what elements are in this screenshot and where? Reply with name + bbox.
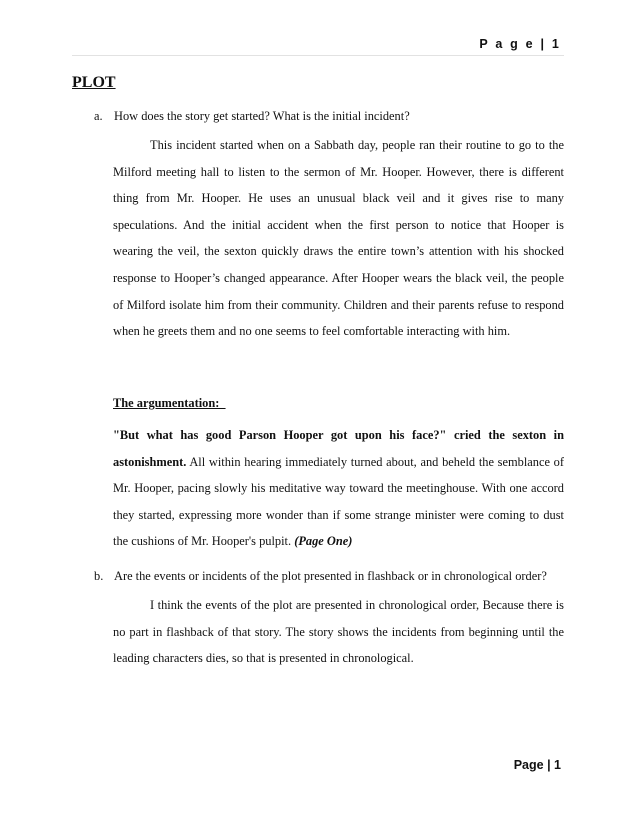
question-a-text: How does the story get started? What is the initial incident? <box>114 109 410 123</box>
question-a-marker: a. <box>94 109 103 123</box>
quote-citation: (Page One) <box>294 534 353 549</box>
answer-b-text: I think the events of the plot are presented in chronological order, Because there is no part in flashback of that story. The story shows the incidents from beginning until the leading characters dies, so that is presented in chronological. <box>113 598 564 666</box>
answer-b-paragraph <box>113 592 564 672</box>
answer-a-paragraph <box>113 132 564 345</box>
question-b-marker: b. <box>94 569 104 583</box>
question-b-text: Are the events or incidents of the plot presented in flashback or in chronological order? <box>114 569 547 583</box>
question-b <box>94 569 547 584</box>
answer-a-text: This incident started when on a Sabbath day, people ran their routine to go to the Milford meeting hall to listen to the sermon of Mr. Hooper. However, there is different thing from Mr. Hooper. He uses an unusual black veil and it gives rise to many speculations. And the initial accident when the first person to notice that Hooper is wearing the veil, the sexton quickly draws the entire town’s attention with his shocked response to Hooper’s changed appearance. After Hooper wears the black veil, the people of Milford isolate him from their community. Children and their parents refuse to respond when he greets them and no one seems to feel comfortable interacting with him. <box>113 138 564 339</box>
header-divider <box>72 55 564 56</box>
quote-rest-text: All within hearing immediately turned about, and beheld the semblance of Mr. Hooper, pacing slowly his meditative way toward the meetinghouse. With one accord they started, expressing more wonder than if some strange minister were coming to dust the cushions of Mr. Hooper's pulpit. <box>113 454 564 549</box>
quote-bold-text: "But what has good Parson Hooper got upon his face?" cried the sexton in astonishment. <box>113 428 564 469</box>
footer-page-number: Page | 1 <box>513 758 561 772</box>
section-title: PLOT <box>72 74 116 91</box>
header-page-number: P a g e | 1 <box>479 37 561 51</box>
question-a <box>94 109 410 124</box>
argumentation-quote <box>113 422 564 555</box>
argumentation-heading: The argumentation: <box>113 396 226 410</box>
